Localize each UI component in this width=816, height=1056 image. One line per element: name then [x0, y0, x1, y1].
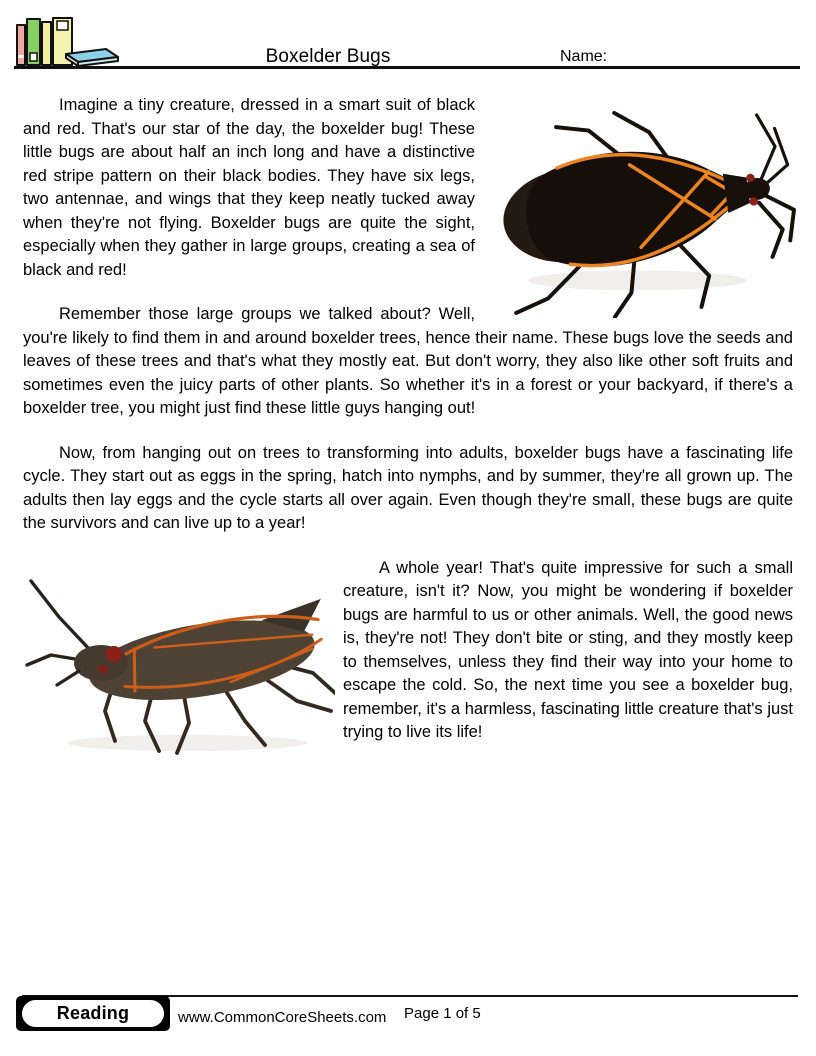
paragraph-3: Now, from hanging out on trees to transforming into adults, boxelder bugs have a fascinating life cycle. They start out as eggs in the spring, hatch into nymphs, and by summer, they're all grown up. The adults then lay eggs and the cycle starts all over again. Even though they're small, these bugs are quite the survivors and can live up to a year!	[23, 443, 793, 532]
page-indicator: Page 1 of 5	[404, 1005, 481, 1022]
name-label: Name:	[560, 48, 608, 65]
reading-passage	[23, 94, 793, 766]
books-logo	[14, 11, 120, 68]
category-badge-label: Reading	[22, 1000, 164, 1027]
bug-photo-side-view	[17, 561, 335, 759]
bug-photo-top-view	[487, 90, 799, 318]
category-badge	[16, 996, 170, 1031]
book-label-mark	[19, 55, 24, 58]
boxelder-bug-top-view-illustration	[487, 90, 799, 318]
paragraph-2: Remember those large groups we talked about? Well, you're likely to find them in and around boxelder trees, hence their name. These bugs love the seeds and leaves of these trees and that's what they mostly eat. But don't worry, they also like other soft fruits and sometimes even the juicy parts of other plants. So whether it's in a forest or your backyard, if there's a boxelder tree, you might just find these little guys hanging out!	[23, 305, 793, 417]
website-url: www.CommonCoreSheets.com	[178, 1009, 387, 1026]
page-title: Boxelder Bugs	[265, 46, 391, 67]
boxelder-bug-side-view-illustration	[17, 561, 335, 759]
paragraph-1: Imagine a tiny creature, dressed in a smart suit of black and red. That's our star of the day, the boxelder bug! These little bugs are about half an inch long and have a distinctive red stripe pattern on their black bodies. They have six legs, two antennae, and wings that they keep neatly tucked away when they're not flying. Boxelder bugs are quite the sight, especially when they gather in large groups, creating a sea of black and red!	[23, 96, 475, 279]
paragraph-4: A whole year! That's quite impressive for such a small creature, isn't it? Now, you might be wondering if boxelder bugs are harmful to us or other animals. Well, the good news is, they're not! They don't bite or sting, and they mostly keep to themselves, unless they find their way into your home to escape the cold. So, the next time you see a boxelder bug, remember, it's a harmless, fascinating little creature that's just trying to live its life!	[343, 558, 793, 741]
